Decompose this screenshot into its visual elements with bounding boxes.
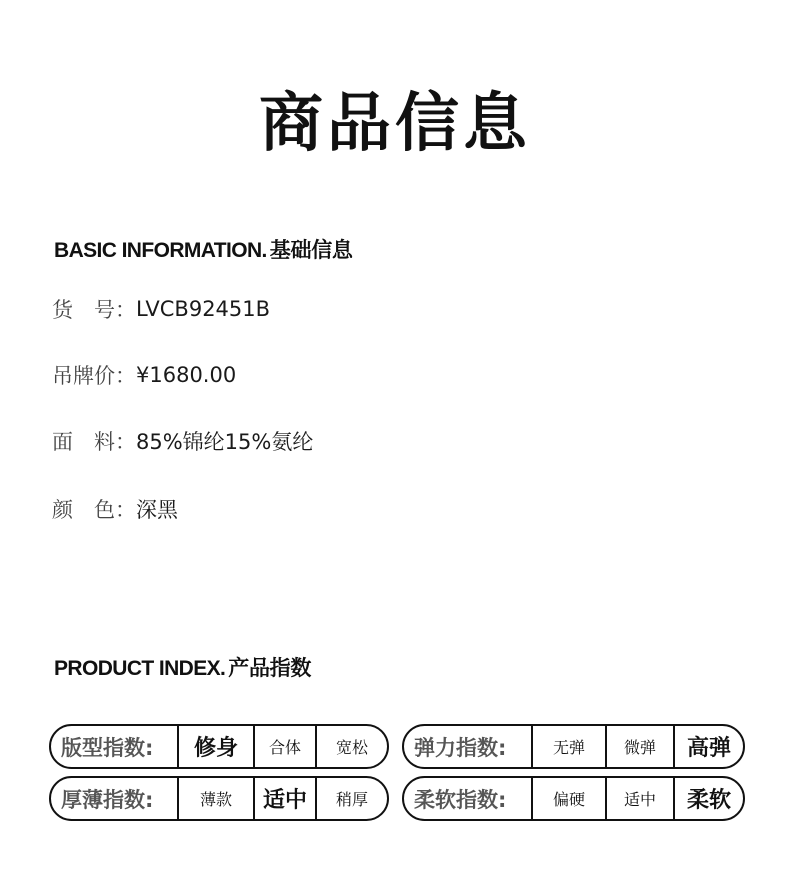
product-index-heading-cn: 产品指数 [228,656,312,680]
thickness-option-thin: 薄款 [177,778,253,819]
product-index-heading-en: PRODUCT INDEX. [54,657,226,680]
info-value-price: ¥1680.00 [136,363,237,387]
fit-index-label: 版型指数: [61,735,154,760]
info-value-fabric: 85%锦纶15%氨纶 [136,430,314,454]
product-index-heading [54,652,311,682]
thickness-index-label: 厚薄指数: [61,787,154,812]
elasticity-index-scale [402,724,745,769]
page-title: 商品信息 [259,87,531,161]
elasticity-option-high: 高弹 [673,726,743,767]
softness-option-soft: 柔软 [673,778,743,819]
info-value-sku: LVCB92451B [136,297,271,321]
softness-index-label: 柔软指数: [414,787,507,812]
info-row-fabric [52,426,313,456]
elasticity-index-label: 弹力指数: [414,735,507,760]
thickness-index-scale [49,776,389,821]
fit-option-slim: 修身 [177,726,253,767]
info-value-color: 深黑 [136,498,178,522]
elasticity-option-slight: 微弹 [605,726,673,767]
softness-option-hard: 偏硬 [531,778,605,819]
info-label-sku: 货 号： [52,298,136,322]
fit-option-regular: 合体 [253,726,315,767]
fit-option-loose: 宽松 [315,726,387,767]
softness-option-medium: 适中 [605,778,673,819]
info-label-fabric: 面 料： [52,430,136,454]
thickness-option-thick: 稍厚 [315,778,387,819]
info-label-color: 颜 色： [52,498,136,522]
info-row-color [52,494,178,524]
elasticity-option-none: 无弹 [531,726,605,767]
info-label-price: 吊牌价： [52,364,136,388]
thickness-option-medium: 适中 [253,778,315,819]
info-row-sku [52,294,270,324]
basic-info-heading [54,234,353,264]
basic-info-heading-en: BASIC INFORMATION. [54,239,267,262]
softness-index-scale [402,776,745,821]
basic-info-heading-cn: 基础信息 [269,238,353,262]
info-row-price [52,360,236,390]
fit-index-scale [49,724,389,769]
